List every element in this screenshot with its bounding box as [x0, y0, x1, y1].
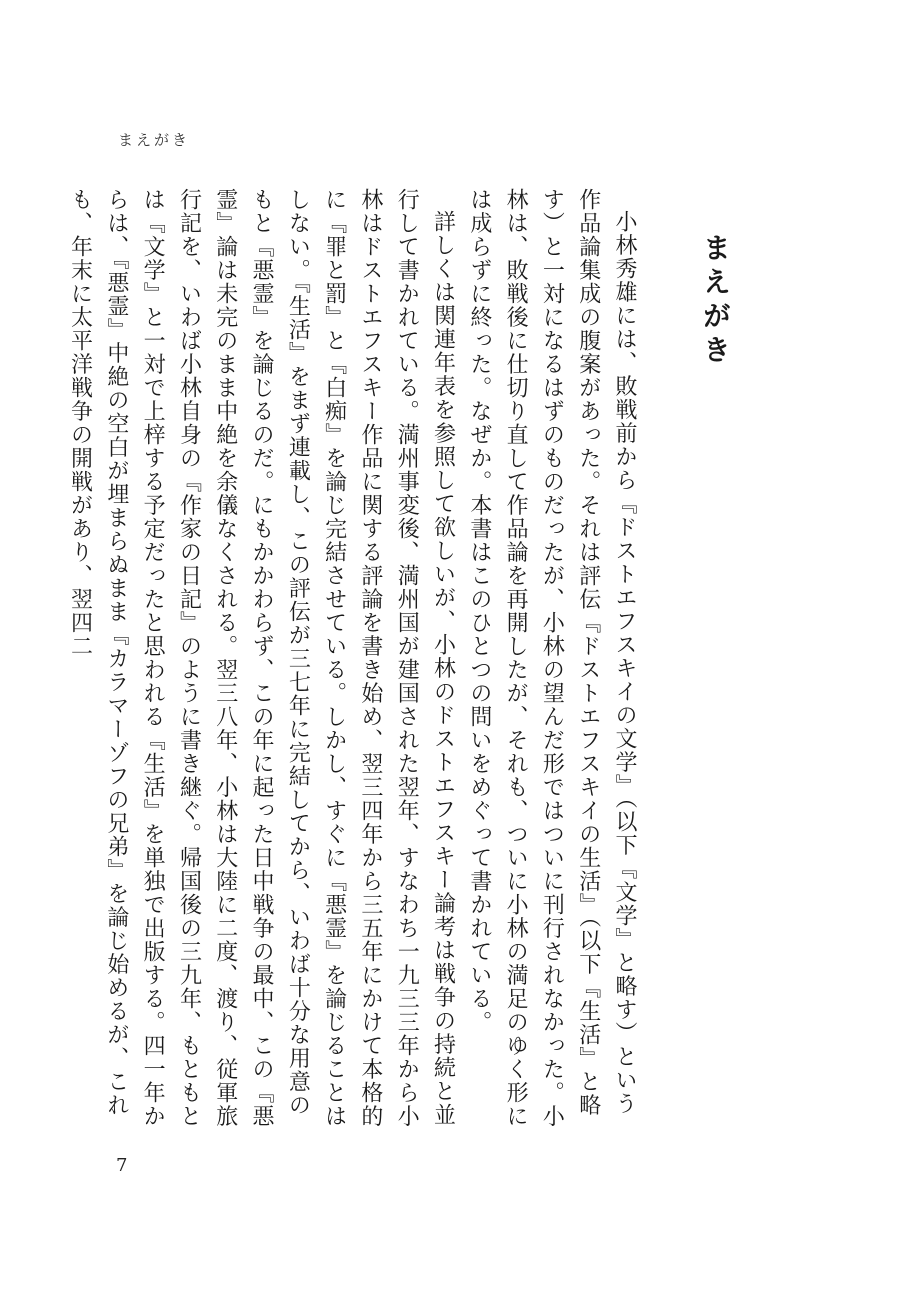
page-number: 7 [116, 1155, 128, 1176]
running-head: まえがき [118, 131, 191, 149]
chapter-title: まえがき [699, 233, 732, 369]
body-text [67, 188, 642, 1138]
paragraph-2: 詳しくは関連年表を参照して欲しいが、小林のドストエフスキー論考は戦争の持続と並行して書かれている。満州事変後、満州国が建国された翌年、すなわち一九三三年から小林はドストエフスキー作品に関する評論を書き始め、翌三四年から三五年にかけて本格的に『罪と罰』と『白痴』を論じ完結させている。しかし、すぐに『悪霊』を論じることはしない。『生活』をまず連載し、この評伝が三七年に完結してから、いわば十分な用意のもと『悪霊』を論じるのだ。にもかかわらず、この年に起った日中戦争の最中、この『悪霊』論は未完のまま中絶を余儀なくされる。翌三八年、小林は大陸に二度、渡り、従軍旅行記を、いわば小林自身の『作家の日記』のように書き継ぐ。帰国後の三九年、もともとは『文学』と一対で上梓する予定だったと思われる『生活』を単独で出版する。四一年からは、『悪霊』中絶の空白が埋まらぬまま『カラマーゾフの兄弟』を論じ始めるが、これも、年末に太平洋戦争の開戦があり、翌四二 [67, 188, 456, 1128]
paragraph-1: 小林秀雄には、敗戦前から『ドストエフスキイの文学』（以下『文学』と略す）という作品論集成の腹案があった。それは評伝『ドストエフスキイの生活』（以下『生活』と略す）と一対になるはずのものだったが、小林の望んだ形ではついに刊行されなかった。小林は、敗戦後に仕切り直して作品論を再開したが、それも、ついに小林の満足のゆく形には成らずに終った。なぜか。本書はこのひとつの問いをめぐって書かれている。 [466, 188, 637, 1128]
